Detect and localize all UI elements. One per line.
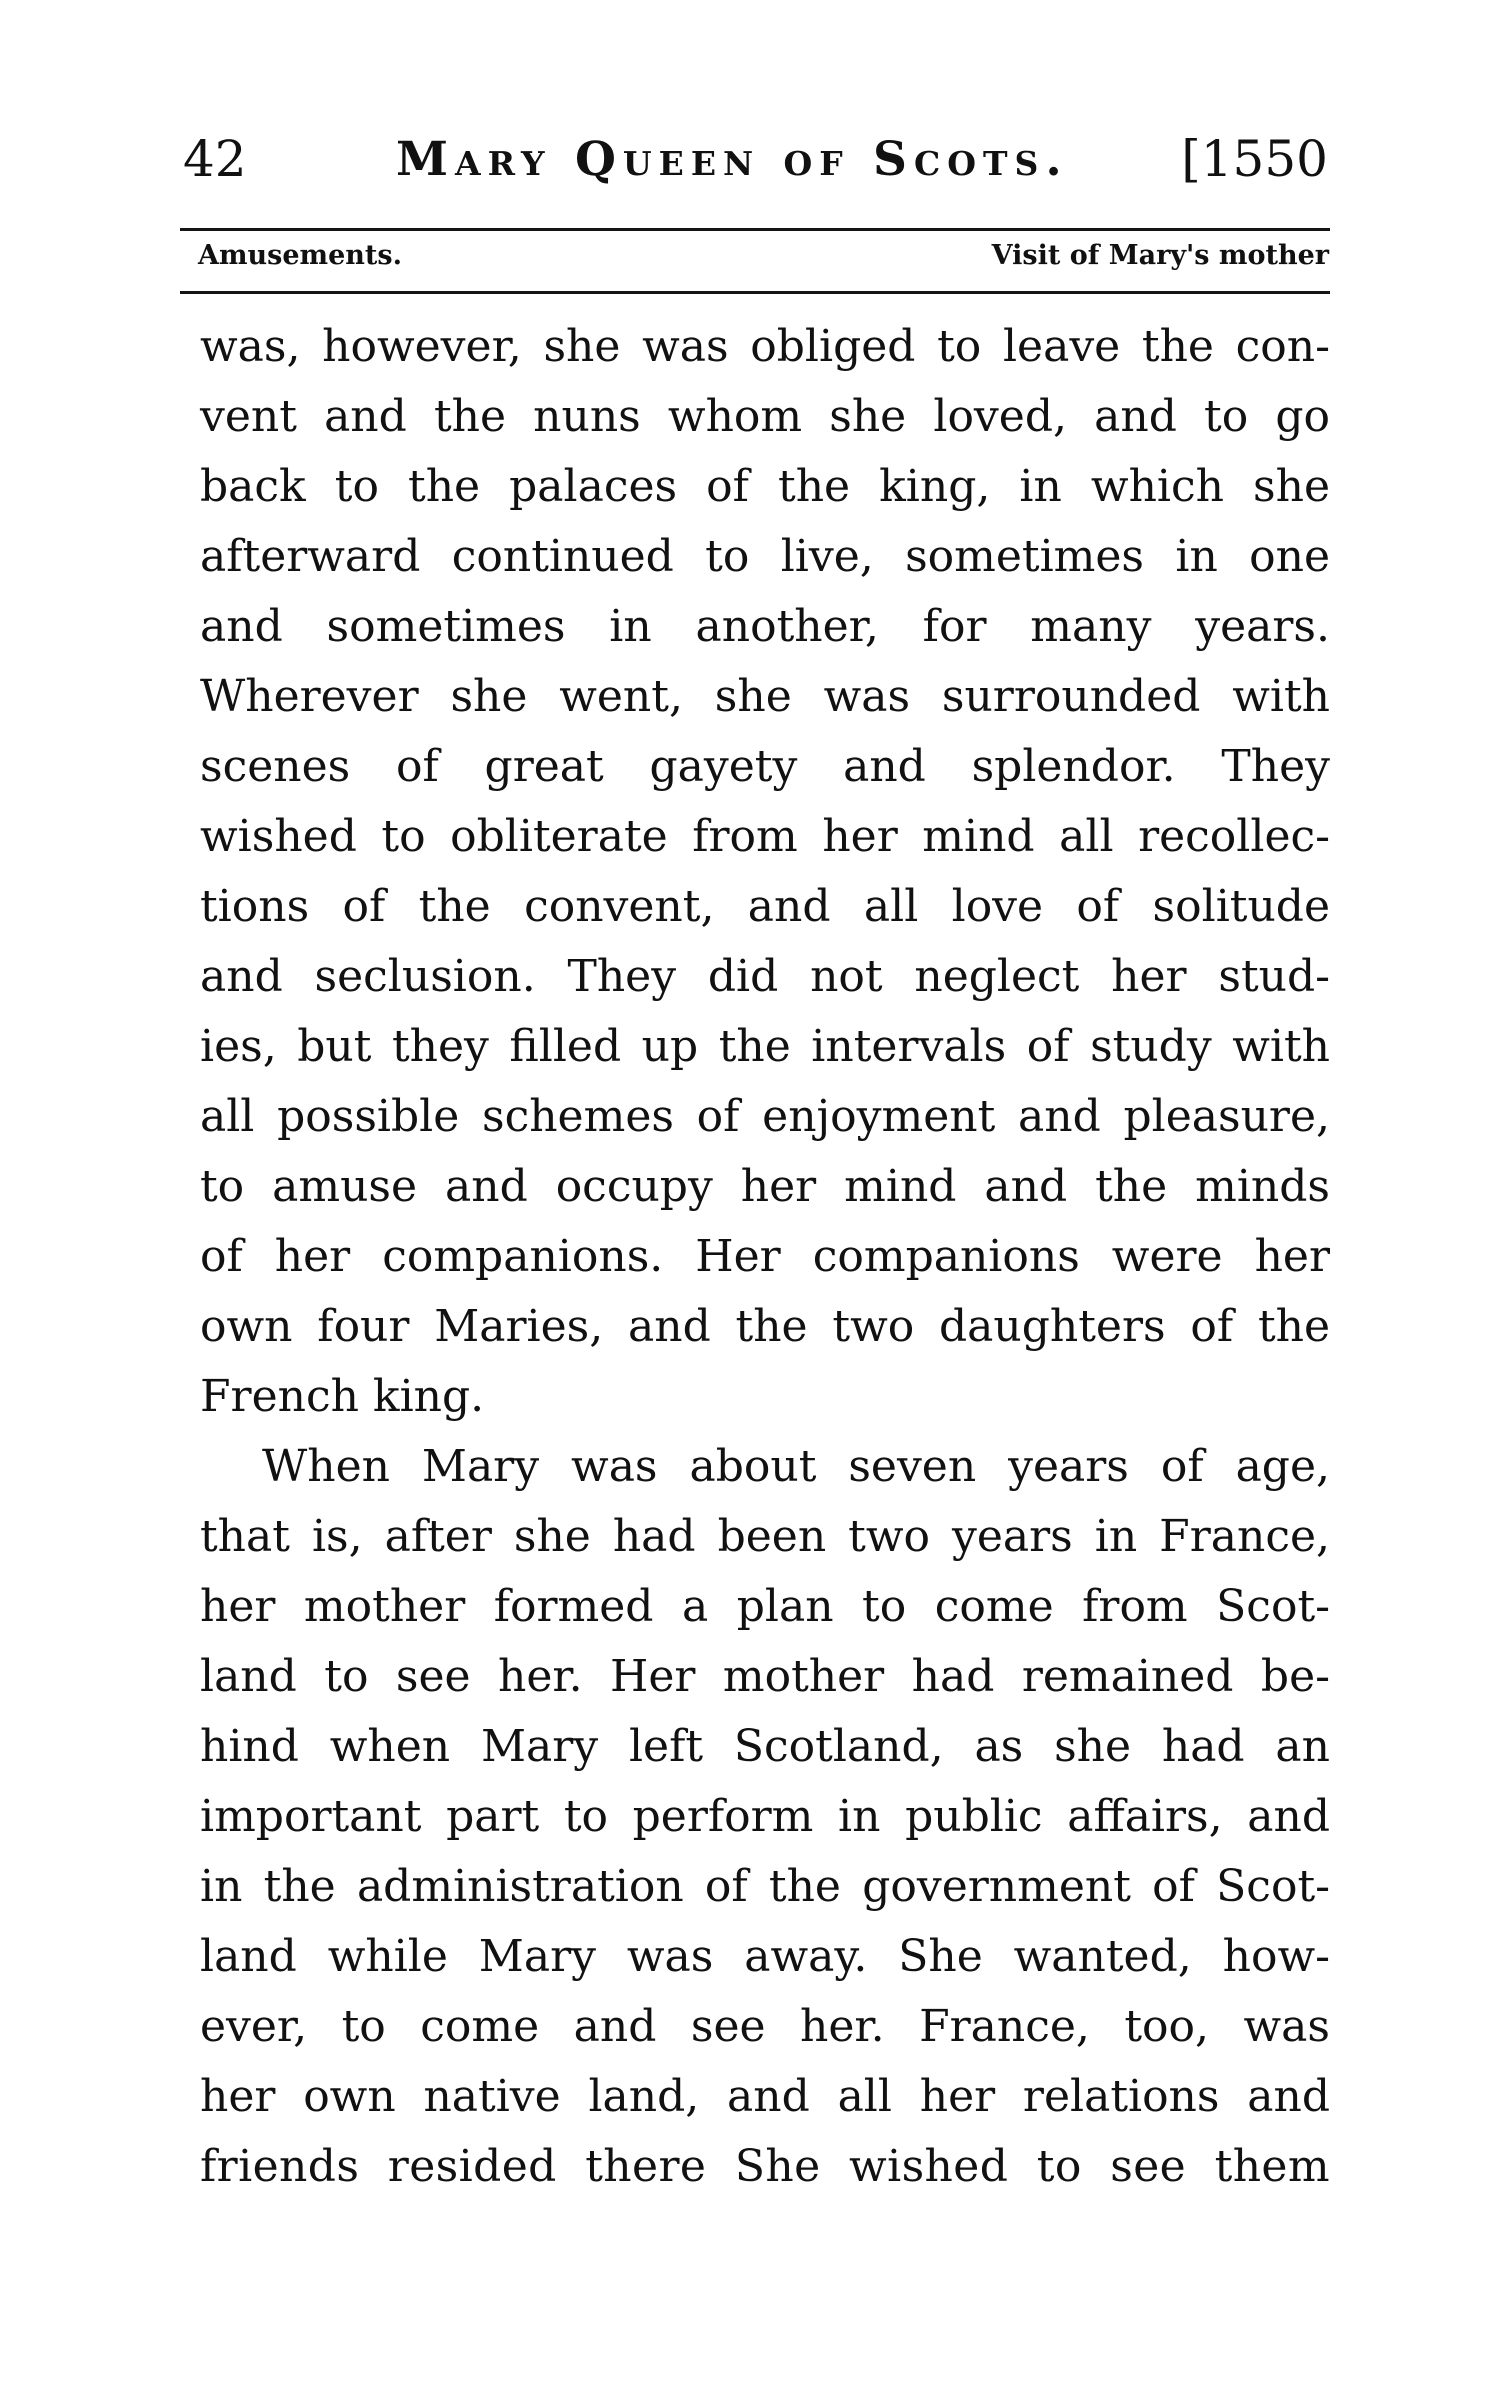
body-text xyxy=(200,312,1330,2202)
text-line: of her companions. Her companions were her xyxy=(200,1231,1330,1282)
text-line: vent and the nuns whom she loved, and to go xyxy=(200,391,1330,442)
paragraph xyxy=(200,312,1330,1432)
paragraph xyxy=(200,1432,1330,2202)
text-line: When Mary was about seven years of age, xyxy=(262,1441,1330,1492)
text-line: tions of the convent, and all love of solitude xyxy=(200,881,1330,932)
text-line: her own native land, and all her relations and xyxy=(200,2071,1330,2122)
text-line: back to the palaces of the king, in which she xyxy=(200,461,1330,512)
year-marker: [1550 xyxy=(1181,130,1328,188)
text-line: friends resided there She wished to see them xyxy=(200,2141,1330,2192)
text-line: her mother formed a plan to come from Scot- xyxy=(200,1581,1330,1632)
text-line: ever, to come and see her. France, too, was xyxy=(200,2001,1330,2052)
text-line: land while Mary was away. She wanted, how- xyxy=(200,1931,1330,1982)
sidenote-right: Visit of Mary's mother xyxy=(991,240,1329,271)
text-line: and sometimes in another, for many years. xyxy=(200,601,1330,652)
text-line: land to see her. Her mother had remained be- xyxy=(200,1651,1330,1702)
text-line: all possible schemes of enjoyment and pleasure, xyxy=(200,1091,1330,1142)
page-number: 42 xyxy=(183,130,247,188)
text-line: that is, after she had been two years in France, xyxy=(200,1511,1330,1562)
text-line: important part to perform in public affairs, and xyxy=(200,1791,1330,1842)
text-line: ies, but they filled up the intervals of study with xyxy=(200,1021,1330,1072)
sidenote-left: Amusements. xyxy=(198,240,402,271)
text-line: hind when Mary left Scotland, as she had an xyxy=(200,1721,1330,1772)
text-line: afterward continued to live, sometimes in one xyxy=(200,531,1330,582)
text-line: own four Maries, and the two daughters of the xyxy=(200,1301,1330,1352)
text-line: and seclusion. They did not neglect her stud- xyxy=(200,951,1330,1002)
text-line: in the administration of the government of Scot- xyxy=(200,1861,1330,1912)
running-header xyxy=(183,130,1328,210)
text-line: to amuse and occupy her mind and the minds xyxy=(200,1161,1330,1212)
text-line: Wherever she went, she was surrounded with xyxy=(200,671,1330,722)
header-rule-bottom xyxy=(180,291,1330,294)
header-rule-top xyxy=(180,228,1330,231)
running-title: Mary Queen of Scots. xyxy=(396,132,1069,187)
text-line: wished to obliterate from her mind all recollec- xyxy=(200,811,1330,862)
text-line: scenes of great gayety and splendor. They xyxy=(200,741,1330,792)
text-line: French king. xyxy=(200,1371,485,1422)
text-line: was, however, she was obliged to leave the con- xyxy=(200,321,1330,372)
